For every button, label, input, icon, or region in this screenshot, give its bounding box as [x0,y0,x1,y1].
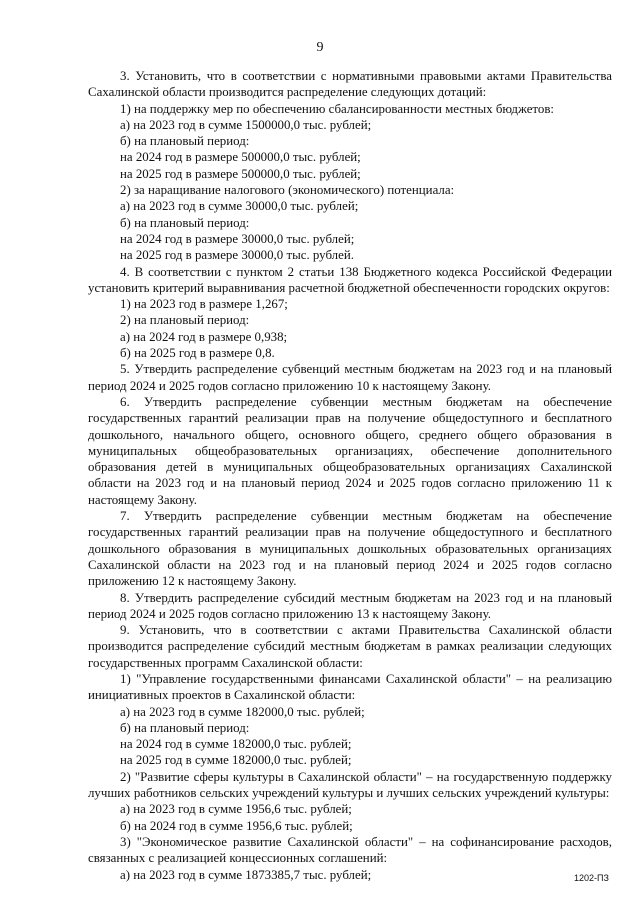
program-item-2: 2) "Развитие сферы культуры в Сахалинской области" – на государственную поддержку лучших работников сельских учреждений культуры и лучших сельских учреждений культуры: [88,769,612,801]
program-item-1b-2024: на 2024 год в сумме 182000,0 тыс. рублей; [120,737,352,752]
subsidy-item-1b-2025: на 2025 год в размере 500000,0 тыс. рублей; [120,166,361,181]
paragraph-6: 6. Утвердить распределение субвенции местным бюджетам на обеспечение государственных гарантий реализации прав на получение общедоступного и бесплатного дошкольного, начального общего, основного общего, среднего общего образования в муниципальных общеобразовательных организациях, обеспечение дополнительного образования детей в муниципальных общеобразовательных организациях Сахалинской области на 2023 год и на плановый период 2024 и 2025 годов согласно приложению 11 к настоящему Закону. [88,394,612,507]
criterion-item-2b: б) на 2025 год в размере 0,8. [120,346,275,361]
subsidy-item-1b-2024: на 2024 год в размере 500000,0 тыс. рублей; [120,150,361,165]
paragraph-9: 9. Установить, что в соответствии с актами Правительства Сахалинской области производится распределение субсидий местным бюджетам в рамках реализации следующих государственных программ Сахалинской области: [88,623,612,670]
program-item-1: 1) "Управление государственными финансами Сахалинской области" – на реализацию инициативных проектов в Сахалинской области: [88,671,612,703]
subsidy-item-1: 1) на поддержку мер по обеспечению сбалансированности местных бюджетов: [120,101,555,116]
program-item-2a: а) на 2023 год в сумме 1956,6 тыс. рублей; [120,802,352,817]
paragraph-7: 7. Утвердить распределение субвенции местным бюджетам на обеспечение государственных гарантий реализации прав на получение общедоступного и бесплатного дошкольного образования в муниципальных дошкольных образовательных организациях Сахалинской области на 2023 год и на плановый период 2024 и 2025 годов согласно приложению 12 к настоящему Закону. [88,509,612,589]
program-item-2b: б) на 2024 год в сумме 1956,6 тыс. рублей; [120,818,353,833]
criterion-item-1: 1) на 2023 год в размере 1,267; [120,297,288,312]
subsidy-item-2b-2025: на 2025 год в размере 30000,0 тыс. рублей. [120,248,354,263]
program-item-1b-2025: на 2025 год в сумме 182000,0 тыс. рублей; [120,753,352,768]
criterion-item-2a: а) на 2024 год в размере 0,938; [120,329,288,344]
criterion-item-2: 2) на плановый период: [120,313,250,328]
subsidy-item-1b: б) на плановый период: [120,134,250,149]
page-number: 9 [316,40,324,55]
program-item-1a: а) на 2023 год в сумме 182000,0 тыс. рублей; [120,704,365,719]
paragraph-3: 3. Установить, что в соответствии с нормативными правовыми актами Правительства Сахалинской области производится распределение следующих дотаций: [88,69,612,100]
document-code: 1202-ПЗ [574,873,609,883]
subsidy-item-1a: а) на 2023 год в сумме 1500000,0 тыс. рублей; [120,117,372,132]
program-item-1b: б) на плановый период: [120,720,250,735]
paragraph-4: 4. В соответствии с пунктом 2 статьи 138 Бюджетного кодекса Российской Федерации установить критерий выравнивания расчетной бюджетной обеспеченности городских округов: [88,264,612,295]
program-item-3: 3) "Экономическое развитие Сахалинской области" – на софинансирование расходов, связанных с реализацией концессионных соглашений: [88,834,612,866]
paragraph-5: 5. Утвердить распределение субвенций местным бюджетам на 2023 год и на плановый период 2024 и 2025 годов согласно приложению 10 к настоящему Закону. [88,362,612,393]
subsidy-item-2b-2024: на 2024 год в размере 30000,0 тыс. рублей; [120,231,355,246]
subsidy-item-2b: б) на плановый период: [120,215,250,230]
document-body [88,68,612,883]
subsidy-item-2: 2) за наращивание налогового (экономического) потенциала: [120,183,455,198]
paragraph-8: 8. Утвердить распределение субсидий местным бюджетам на 2023 год и на плановый период 2024 и 2025 годов согласно приложению 13 к настоящему Закону. [88,590,612,621]
program-item-3a: а) на 2023 год в сумме 1873385,7 тыс. рублей; [120,867,372,882]
subsidy-item-2a: а) на 2023 год в сумме 30000,0 тыс. рублей; [120,199,359,214]
